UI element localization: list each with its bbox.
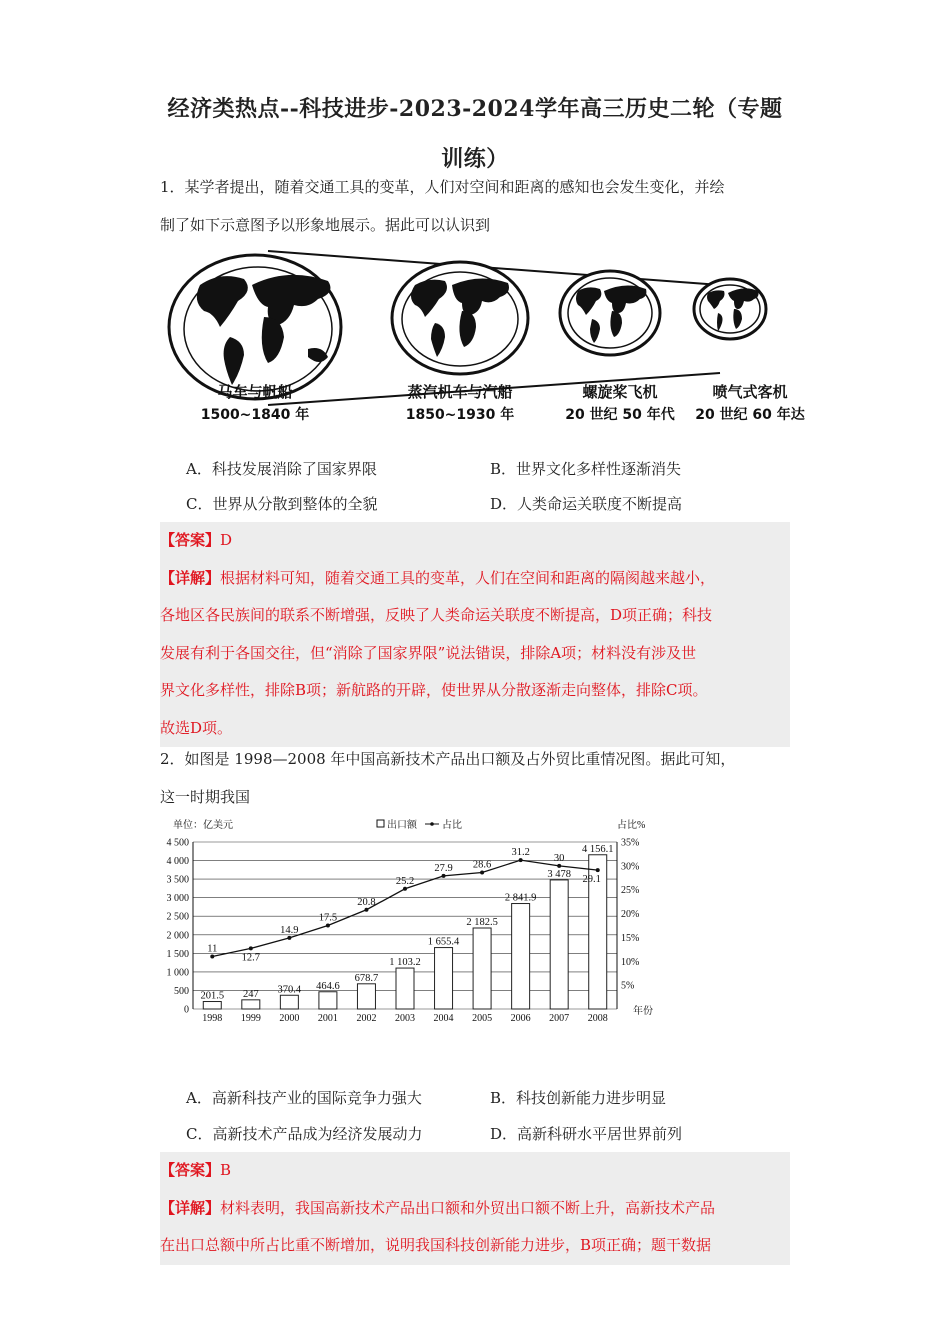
y-left-tick: 500 (174, 985, 189, 997)
q2-stem-line-1: 2．如图是 1998—2008 年中国高新技术产品出口额及占外贸比重情况图。据此可知， (160, 750, 736, 768)
share-point-2004 (442, 874, 446, 878)
bar-label-2003: 1 103.2 (389, 957, 421, 969)
bar-label-1998: 201.5 (200, 990, 225, 1002)
q2-detail-line-1 (160, 1190, 790, 1228)
q2-stem-line-2: 这一时期我国 (160, 788, 251, 806)
y-right-tick: 25% (621, 885, 640, 897)
bar-2004 (435, 948, 453, 1009)
q1-detail-line-1 (160, 560, 790, 598)
y-right-tick: 5% (621, 980, 635, 992)
share-point-2008 (596, 868, 600, 872)
bar-label-2008: 4 156.1 (581, 843, 614, 855)
q1-stem-line-1: 1．某学者提出，随着交通工具的变革，人们对空间和距离的感知也会发生变化，并绘 (160, 178, 725, 196)
bar-2007 (550, 880, 568, 1009)
bar-2003 (396, 968, 414, 1009)
q1-answer-line (160, 522, 790, 560)
y-left-tick: 0 (184, 1004, 189, 1016)
share-line (212, 860, 597, 956)
q1-answer-block (160, 522, 790, 747)
stage-1-name: 马车与帆船 (217, 383, 293, 401)
share-label-2007: 30 (553, 852, 565, 864)
q2-answer-tag: 【答案】 (160, 1161, 221, 1179)
share-point-1999 (249, 946, 253, 950)
x-axis-label: 年份 (633, 1006, 653, 1017)
x-tick-2006: 2006 (510, 1013, 531, 1024)
y-right-unit: 占比% (617, 820, 646, 831)
bar-label-2007: 3 478 (547, 868, 571, 880)
stage-4-name: 喷气式客机 (712, 383, 788, 401)
x-tick-2002: 2002 (356, 1013, 377, 1024)
y-left-tick: 3 000 (166, 893, 189, 905)
bar-label-2002: 678.7 (354, 972, 379, 984)
bar-label-2004: 1 655.4 (427, 936, 460, 948)
bar-label-2000: 370.4 (277, 984, 302, 996)
legend-bar-label: 出口额 (387, 820, 417, 831)
share-point-2003 (403, 887, 407, 891)
legend-bar-swatch (377, 820, 384, 827)
share-label-2001: 17.5 (318, 912, 338, 924)
y-left-tick: 1 000 (166, 967, 189, 979)
y-left-unit: 单位：亿美元 (173, 820, 233, 831)
title-line-2: 训练） (441, 146, 509, 172)
y-left-tick: 2 500 (166, 911, 189, 923)
bar-2005 (473, 928, 491, 1009)
q1-option-c[interactable]: C．世界从分散到整体的全貌 (186, 495, 378, 513)
share-label-2008: 29.1 (582, 874, 601, 886)
y-left-tick: 2 000 (166, 930, 189, 942)
q1-detail-tag: 【详解】 (160, 568, 221, 587)
q1-detail-text-1: 根据材料可知，随着交通工具的变革，人们在空间和距离的隔阂越来越小， (220, 568, 716, 587)
q1-detail-line-5: 故选D项。 (160, 718, 233, 737)
stage-3-name: 螺旋桨飞机 (582, 383, 658, 401)
q1-option-d[interactable]: D．人类命运关联度不断提高 (490, 495, 683, 513)
y-left-tick: 1 500 (166, 948, 189, 960)
bar-2002 (357, 984, 375, 1009)
share-point-2000 (287, 936, 291, 940)
q1-stem-line-2: 制了如下示意图予以形象地展示。据此可以认识到 (160, 216, 491, 234)
share-point-1998 (210, 955, 214, 959)
y-left-tick: 3 500 (166, 874, 189, 886)
bar-label-2006: 2 841.9 (504, 892, 537, 904)
bar-1999 (242, 1000, 260, 1009)
bar-2000 (280, 995, 298, 1009)
q1-detail-line-3: 发展有利于各国交往，但“消除了国家界限”说法错误，排除A项；材料没有涉及世 (160, 643, 697, 662)
share-point-2002 (364, 908, 368, 912)
share-point-2005 (480, 871, 484, 875)
q1-option-a[interactable]: A．科技发展消除了国家界限 (186, 460, 377, 478)
share-label-1999: 12.7 (241, 952, 261, 964)
q1-option-b[interactable]: B．世界文化多样性逐渐消失 (490, 460, 682, 478)
x-tick-2004: 2004 (433, 1013, 454, 1024)
q2-answer-block (160, 1152, 790, 1265)
x-tick-2001: 2001 (317, 1013, 338, 1024)
stage-2-name: 蒸汽机车与汽船 (407, 383, 513, 401)
share-label-2002: 20.8 (357, 896, 376, 908)
q1-stem (160, 168, 800, 244)
q1-answer-tag: 【答案】 (160, 531, 221, 549)
y-right-tick: 10% (621, 956, 640, 968)
title-line-1: 经济类热点--科技进步-2023-2024学年高三历史二轮（专题 (167, 96, 783, 122)
bar-2006 (512, 904, 530, 1009)
x-tick-1999: 1999 (240, 1013, 261, 1024)
q2-answer-line (160, 1152, 790, 1190)
q2-detail-tag: 【详解】 (160, 1198, 221, 1217)
share-label-2003: 25.2 (395, 875, 415, 887)
q1-globe-figure (160, 245, 820, 430)
y-left-tick: 4 000 (166, 856, 189, 868)
y-right-tick: 20% (621, 909, 640, 921)
share-label-1998: 11 (207, 943, 218, 955)
q1-detail-line-2: 各地区各民族间的联系不断增强，反映了人类命运关联度不断提高，D项正确；科技 (160, 606, 713, 624)
x-tick-2000: 2000 (279, 1013, 300, 1024)
q2-option-d[interactable]: D．高新科研水平居世界前列 (490, 1125, 683, 1143)
q2-answer-value: B (220, 1161, 232, 1179)
x-tick-2008: 2008 (587, 1013, 608, 1024)
y-right-tick: 15% (621, 932, 640, 944)
bar-label-2005: 2 182.5 (466, 917, 498, 929)
share-label-2006: 31.2 (511, 847, 530, 859)
legend-line-label: 占比 (442, 820, 462, 831)
bar-label-1999: 247 (242, 988, 259, 1000)
q2-detail-text-1: 材料表明，我国高新技术产品出口额和外贸出口额不断上升，高新技术产品 (220, 1198, 716, 1217)
stage-2-period: 1850~1930 年 (405, 407, 515, 423)
bar-label-2001: 464.6 (316, 980, 340, 992)
share-point-2007 (557, 864, 561, 868)
q1-detail-line-4: 界文化多样性，排除B项；新航路的开辟，使世界从分散逐渐走向整体，排除C项。 (160, 681, 708, 699)
q1-answer-value: D (220, 531, 233, 549)
legend-line-marker (430, 822, 434, 826)
share-label-2004: 27.9 (434, 862, 453, 874)
q2-option-c[interactable]: C．高新技术产品成为经济发展动力 (186, 1125, 423, 1143)
stage-4-period: 20 世纪 60 年达 (695, 407, 805, 423)
q2-stem (160, 740, 800, 816)
x-tick-2003: 2003 (395, 1013, 415, 1024)
x-tick-2005: 2005 (472, 1013, 493, 1024)
bar-1998 (203, 1002, 221, 1009)
y-right-tick: 30% (621, 861, 640, 873)
stage-3-period: 20 世纪 50 年代 (565, 407, 675, 423)
share-label-2000: 14.9 (280, 924, 299, 936)
share-point-2006 (519, 858, 523, 862)
q2-export-chart (155, 812, 665, 1027)
stage-1-period: 1500~1840 年 (200, 407, 310, 423)
q2-option-a[interactable]: A．高新科技产业的国际竞争力强大 (186, 1089, 422, 1107)
share-point-2001 (326, 924, 330, 928)
x-tick-2007: 2007 (549, 1013, 570, 1024)
x-tick-1998: 1998 (202, 1013, 223, 1024)
bar-2001 (319, 992, 337, 1009)
y-right-tick: 35% (621, 837, 640, 849)
share-label-2005: 28.6 (472, 859, 492, 871)
y-left-tick: 4 500 (166, 837, 189, 849)
q2-option-b[interactable]: B．科技创新能力进步明显 (490, 1089, 667, 1107)
q2-detail-line-2: 在出口总额中所占比重不断增加，说明我国科技创新能力进步，B项正确；题干数据 (160, 1236, 712, 1254)
